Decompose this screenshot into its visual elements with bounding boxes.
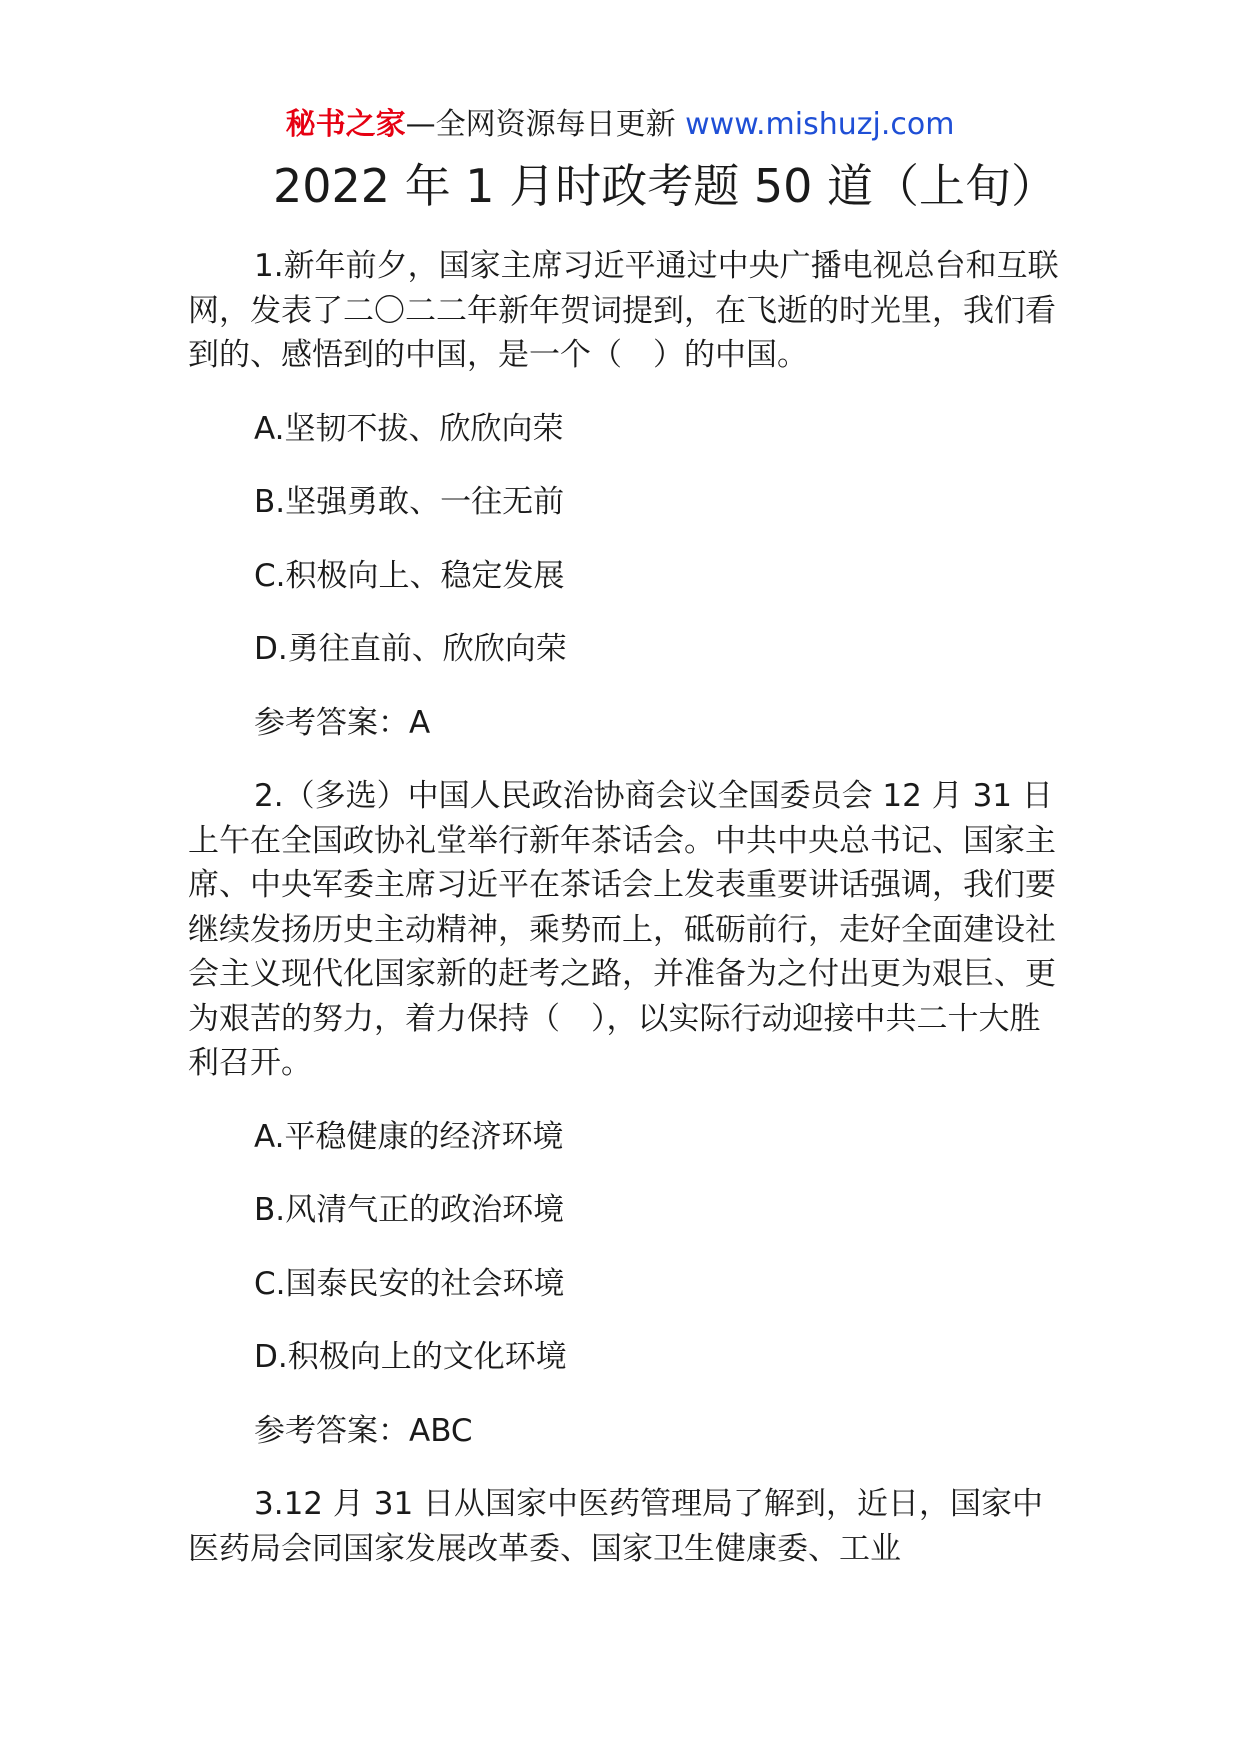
question-2-option-d: D.积极向上的文化环境 (254, 1339, 567, 1375)
page-title: 2022 年 1 月时政考题 50 道（上旬） (273, 159, 1057, 213)
question-3-text: 3.12 月 31 日从国家中医药管理局了解到，近日，国家中医药局会同国家发展改革委、国家卫生健康委、工业 (188, 1486, 1044, 1567)
document-body (188, 244, 1068, 1600)
question-1-text: 1.新年前夕，国家主席习近平通过中央广播电视总台和互联网，发表了二〇二二年新年贺词提到，在飞逝的时光里，我们看到的、感悟到的中国，是一个（ ）的中国。 (188, 248, 1059, 373)
header-tagline: —全网资源每日更新 (405, 107, 676, 142)
question-1-option-d: D.勇往直前、欣欣向荣 (254, 631, 567, 667)
site-header (0, 104, 1240, 146)
brand-name: 秘书之家 (285, 107, 406, 142)
question-2-text: 2.（多选）中国人民政治协商会议全国委员会 12 月 31 日上午在全国政协礼堂举行新年茶话会。中共中央总书记、国家主席、中央军委主席习近平在茶话会上发表重要讲话强调，我们要继续发扬历史主动精神，乘势而上，砥砺前行，走好全面建设社会主义现代化国家新的赶考之路，并准备为之付出更为艰巨、更为艰苦的努力，着力保持（ ），以实际行动迎接中共二十大胜利召开。 (188, 778, 1056, 1081)
question-1-option-b: B.坚强勇敢、一往无前 (254, 484, 565, 520)
website-link[interactable]: www.mishuzj.com (685, 107, 955, 142)
question-2-option-b: B.风清气正的政治环境 (254, 1192, 565, 1228)
question-2-answer: 参考答案：ABC (254, 1412, 473, 1449)
question-1-answer: 参考答案：A (254, 704, 431, 741)
question-1-option-a: A.坚韧不拔、欣欣向荣 (254, 410, 564, 447)
question-2-option-c: C.国泰民安的社会环境 (254, 1265, 565, 1302)
question-1-option-c: C.积极向上、稳定发展 (254, 557, 565, 594)
question-2-option-a: A.平稳健康的经济环境 (254, 1118, 564, 1155)
